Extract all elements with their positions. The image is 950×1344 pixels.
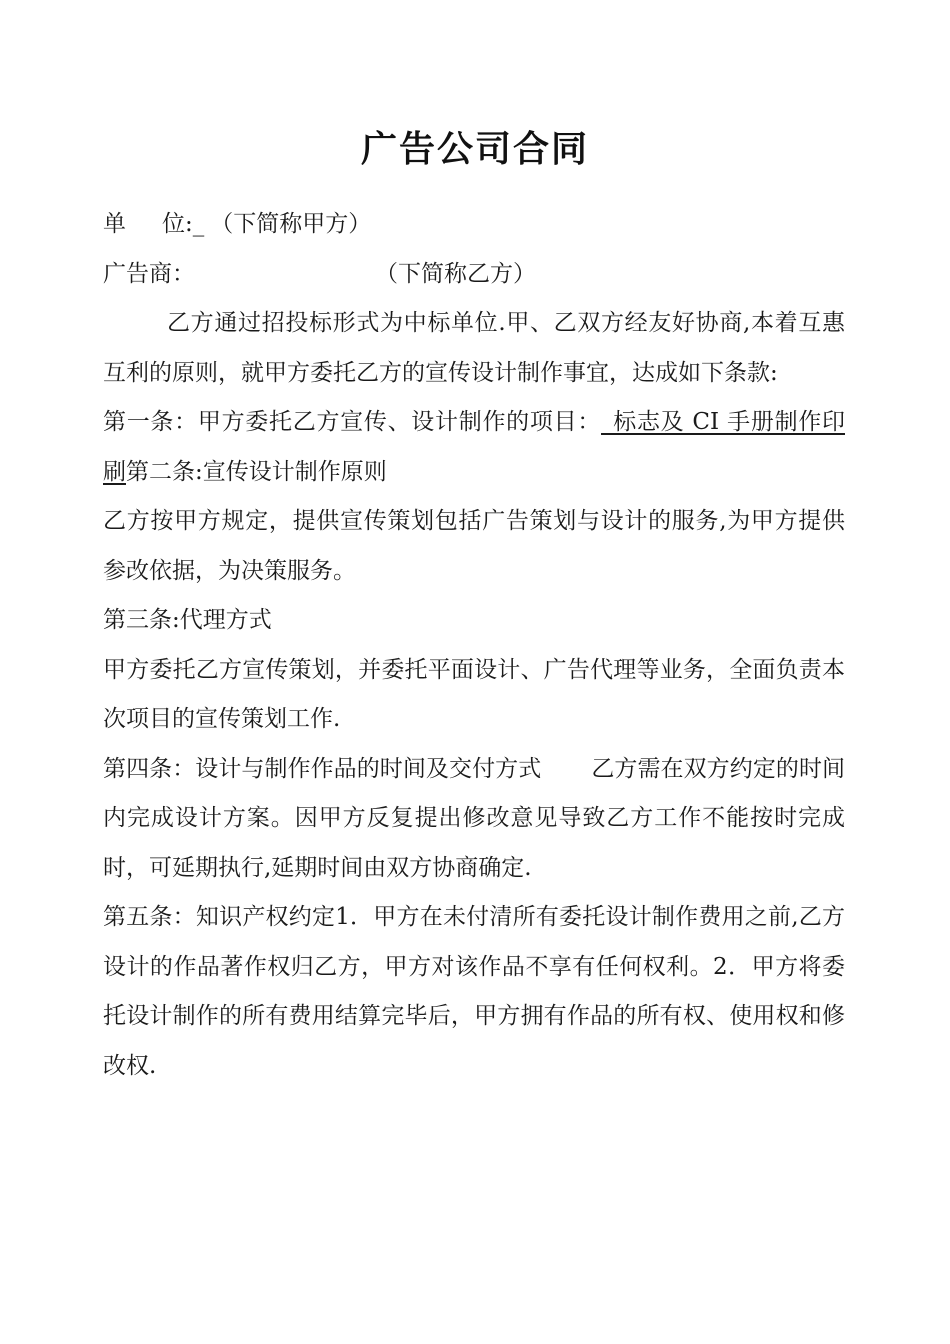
document-title: 广告公司合同 [360, 129, 589, 170]
article-2-heading: 第二条:宣传设计制作原则 [126, 458, 387, 485]
party-a-label-2: 位: [162, 211, 193, 237]
article-5-item-1: 1．甲方在未付清所有委托设计制作费用之前,乙方设计的作品著作权归乙方，甲方对该作品不享有任何权利。 [103, 904, 845, 980]
party-a-line [103, 200, 845, 250]
article-1-project: _标志及 CI 手册制作印刷 [103, 409, 845, 485]
article-4-body: 乙方需在双方约定的时间内完成设计方案。因甲方反复提出修改意见导致乙方工作不能按时完成时，可延期执行,延期时间由双方协商确定. [103, 755, 846, 881]
article-2-body: 乙方按甲方规定，提供宣传策划包括广告策划与设计的服务,为甲方提供参改依据，为决策服务。 [103, 508, 845, 584]
document-body [103, 200, 845, 1091]
party-a-label-1: 单 [103, 211, 126, 237]
party-b-note: （下简称乙方） [375, 260, 536, 287]
article-3-body: 甲方委托乙方宣传策划，并委托平面设计、广告代理等业务，全面负责本次项目的宣传策划工作. [103, 656, 845, 732]
party-a-blank: _ [192, 211, 205, 237]
intro-paragraph: 乙方通过招投标形式为中标单位.甲、乙双方经友好协商,本着互惠互利的原则，就甲方委托乙方的宣传设计制作事宜，达成如下条款: [103, 310, 845, 386]
party-b-label: 广告商： [103, 260, 195, 287]
article-5-heading: 第五条：知识产权约定 [103, 904, 336, 930]
article-4 [103, 745, 845, 894]
article-5 [103, 893, 845, 1091]
party-b-line [103, 250, 845, 300]
article-5-item-2: 2．甲方将委托设计制作的所有费用结算完毕后，甲方拥有作品的所有权、使用权和修改权. [103, 953, 845, 1079]
article-4-heading: 第四条：设计与制作作品的时间及交付方式 [103, 755, 542, 782]
article-1-2 [103, 398, 845, 497]
article-3-heading: 第三条:代理方式 [103, 607, 272, 633]
party-a-note: （下简称甲方） [210, 211, 372, 237]
article-1-heading: 第一条：甲方委托乙方宣传、设计制作的项目： [103, 409, 602, 435]
